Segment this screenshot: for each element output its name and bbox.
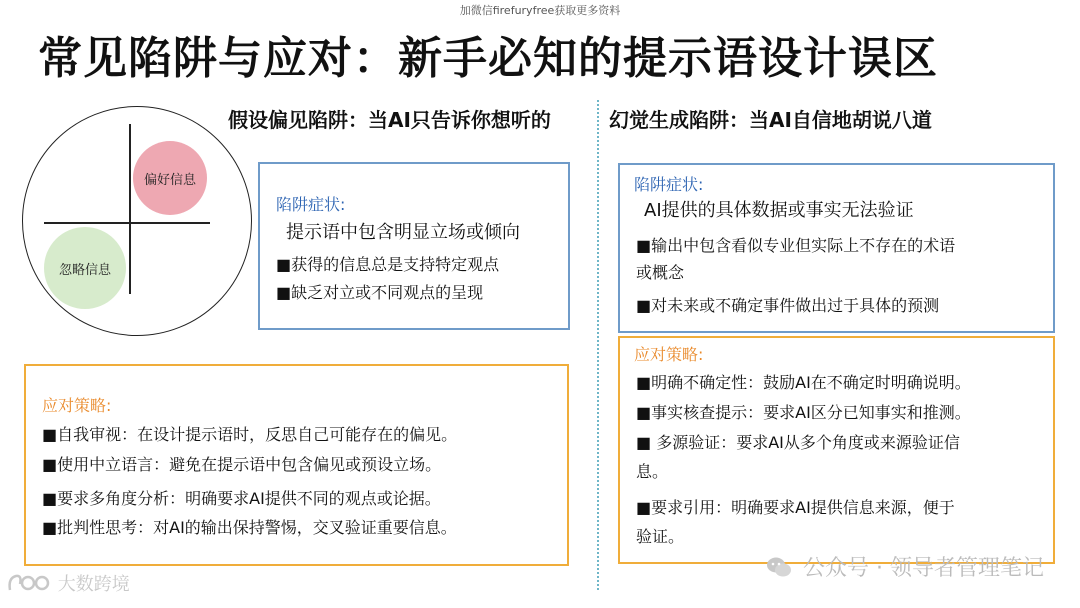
left-strategy-line: ■要求多角度分析：明确要求AI提供不同的观点或论据。 (42, 489, 441, 508)
right-strategy-line: 验证。 (636, 527, 685, 546)
left-symptom-line: 提示语中包含明显立场或倾向 (286, 222, 520, 243)
right-strategy-line: ■事实核查提示：要求AI区分已知事实和推测。 (636, 403, 971, 422)
wechat-icon (766, 556, 792, 578)
left-symptom-line: ■缺乏对立或不同观点的呈现 (276, 283, 484, 302)
right-section-title: 幻觉生成陷阱：当AI自信地胡说八道 (609, 108, 932, 132)
left-strategy-line: ■自我审视：在设计提示语时，反思自己可能存在的偏见。 (42, 425, 458, 444)
top-note: 加微信firefuryfree获取更多资料 (459, 4, 621, 17)
right-strategy-line: 息。 (636, 462, 669, 481)
preferred-info-bubble (133, 141, 207, 215)
left-strategies-heading: 应对策略: (42, 396, 112, 415)
diagram-horizontal-axis (44, 222, 210, 224)
right-strategy-line: ■ 多源验证：要求AI从多个角度或来源验证信 (636, 433, 960, 452)
left-symptoms-box (258, 162, 570, 330)
left-symptom-line: ■获得的信息总是支持特定观点 (276, 255, 500, 274)
diagram-vertical-axis (129, 124, 131, 294)
brand-watermark (6, 570, 130, 596)
preferred-info-label: 偏好信息 (143, 172, 196, 188)
page-title: 常见陷阱与应对：新手必知的提示语设计误区 (38, 33, 938, 84)
left-section-title: 假设偏见陷阱：当AI只告诉你想听的 (228, 108, 551, 132)
wechat-watermark (766, 551, 1044, 582)
right-symptom-line: ■输出中包含看似专业但实际上不存在的术语 (636, 236, 956, 255)
left-symptoms-heading: 陷阱症状: (276, 195, 346, 214)
left-strategy-line: ■使用中立语言：避免在提示语中包含偏见或预设立场。 (42, 455, 442, 474)
wechat-watermark-text: 公众号 · 领导者管理笔记 (803, 556, 1044, 581)
right-strategy-line: ■明确不确定性：鼓励AI在不确定时明确说明。 (636, 373, 971, 392)
section-divider (597, 100, 599, 590)
right-strategy-line: ■要求引用：明确要求AI提供信息来源，便于 (636, 498, 955, 517)
right-symptom-line: AI提供的具体数据或事实无法验证 (644, 200, 914, 221)
right-symptom-line: 或概念 (636, 263, 685, 282)
ignored-info-label: 忽略信息 (58, 262, 111, 278)
right-symptom-line: ■对未来或不确定事件做出过于具体的预测 (636, 296, 940, 315)
right-strategies-heading: 应对策略: (634, 345, 704, 364)
brand-logo-icon (6, 572, 50, 594)
brand-watermark-text: 大数跨境 (57, 574, 130, 595)
left-strategy-line: ■批判性思考：对AI的输出保持警惕，交叉验证重要信息。 (42, 518, 457, 537)
right-symptoms-heading: 陷阱症状: (634, 175, 704, 194)
bias-diagram (22, 106, 252, 336)
ignored-info-bubble (44, 227, 126, 309)
